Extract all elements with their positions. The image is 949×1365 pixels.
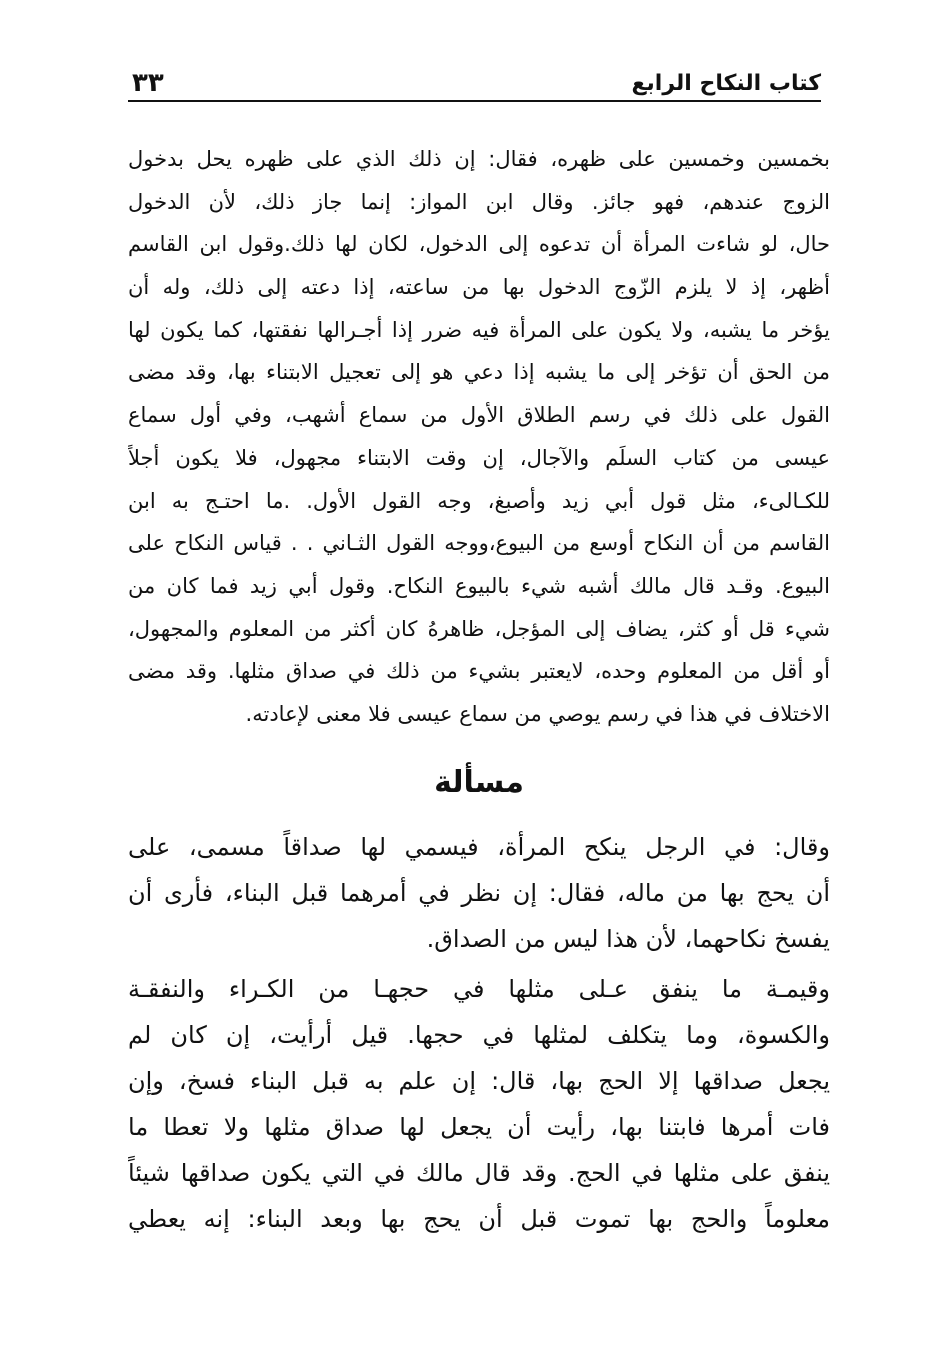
section-heading: مسألة <box>434 765 524 800</box>
text-line: أن يحج بها من ماله، فقال: إن نظر في أمرهما قبل البناء، فأرى أن <box>128 879 830 907</box>
text-line: للكـالىء، مثل قول أبي زيد وأصبغ، وجه القول الأول. .ما احتـج به ابن <box>128 488 830 513</box>
text-line: يجعل صداقها إلا الحج بها، قال: إن علم به قبل البناء فسخ، وإن <box>128 1067 830 1095</box>
text-line: القول على ذلك في رسم الطلاق الأول من سماع أشهب، وفي أول سماع <box>128 403 830 428</box>
text-line: والكسوة، وما يتكلف لمثلها في حجها. قيل أرأيت، إن كان لم <box>128 1021 830 1049</box>
paragraph-commentary <box>128 138 830 736</box>
text-line: أو أقل من المعلوم وحده، لايعتبر بشيء من ذلك في صداق مثلها. وقد مضى <box>128 659 830 684</box>
text-line: أظهر، إذ لا يلزم الزّوج الدخول بها من ساعته، إذا دعته إلى ذلك، وله أن <box>128 275 830 300</box>
text-line: البيوع. وقـد قال مالك أشبه شيء بالبيوع النكاح. وقول أبي زيد فما كان من <box>128 573 830 598</box>
text-line: الزوج عندهم، فهو جائز. وقال ابن المواز: إنما جاز ذلك، لأن الدخول <box>128 189 830 214</box>
page-number: ٣٣ <box>132 68 164 98</box>
text-line: وقيمـة ما ينفق عـلى مثلها في حجهـا من الكـراء والنفقـة <box>128 975 830 1003</box>
text-line: بخمسين وخمسين على ظهره، فقال: إن ذلك الذي على ظهره يحل بدخول <box>128 147 830 171</box>
paragraph-question <box>128 824 830 962</box>
text-line: الاختلاف في هذا في رسم يوصي من سماع عيسى فلا معنى لإعادته. <box>245 701 830 726</box>
text-line: القاسم من أن النكاح أوسع من البيوع،ووجه القول الثـاني . . قياس النكاح على <box>128 531 830 556</box>
paragraph-continuation <box>128 966 830 1242</box>
text-line: معلوماً والحج بها تموت قبل أن يحج بها وبعد البناء: إنه يعطي <box>128 1205 830 1233</box>
text-line: ينفق على مثلها في الحج. وقد قال مالك في التي يكون صداقها شيئاً <box>128 1159 830 1187</box>
text-line: حال، لو شاءت المرأة أن تدعوه إلى الدخول، لكان لها ذلك.وقول ابن القاسم <box>128 232 830 257</box>
text-line: فات أمرها فابتنا بها، رأيت أن يجعل لها صداق مثلها ولا تعطا ما <box>128 1113 830 1141</box>
text-line: يؤخر ما يشبه، ولا يكون على المرأة فيه ضرر إذا أجـرالها نفقتها، كما يكون لها <box>128 317 830 342</box>
text-line: وقال: في الرجل ينكح المرأة، فيسمي لها صداقاً مسمى، على <box>128 833 830 861</box>
text-line: من الحق أن تؤخر إلى ما يشبه إذا دعي هو إلى تعجيل الابتناء بها، وقد مضى <box>128 360 830 385</box>
text-line: يفسخ نكاحهما، لأن هذا ليس من الصداق. <box>426 925 830 953</box>
text-line: شيء قل أو كثر، يضاف إلى المؤجل، ظاهرهُ كان أكثر من المعلوم والمجهول، <box>128 616 830 641</box>
page-header <box>128 56 821 102</box>
text-line: عيسى من كتاب السلَم والآجال، إن وقت الابتناء مجهول، فلا يكون أجلاً <box>128 445 830 470</box>
running-title: كتاب النكاح الرابع <box>631 71 821 96</box>
